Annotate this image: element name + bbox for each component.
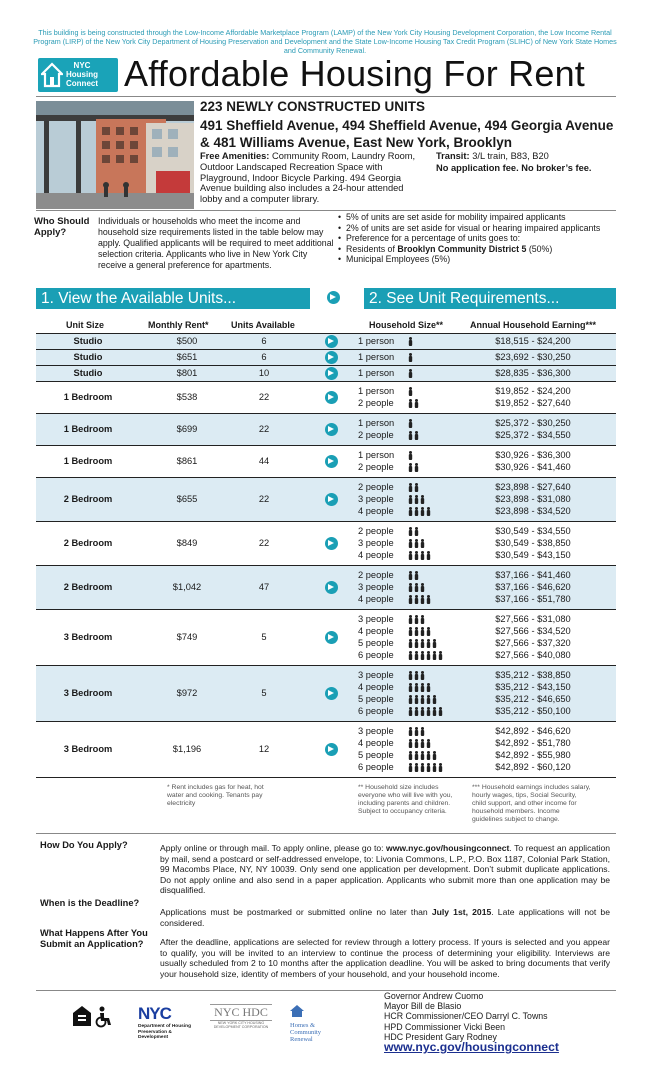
person-icon xyxy=(408,353,414,364)
household-size: 3 people xyxy=(358,614,394,624)
divider xyxy=(36,777,616,778)
income-range: $23,898 - $31,080 xyxy=(495,494,571,504)
after-submit-label: What Happens After You Submit an Application? xyxy=(40,928,148,949)
household-size: 6 people xyxy=(358,650,394,660)
monthly-rent: $1,196 xyxy=(172,744,202,754)
unit-size: Studio xyxy=(73,336,103,346)
apply-link[interactable]: www.nyc.gov/housingconnect xyxy=(386,843,510,853)
housing-connect-link[interactable]: www.nyc.gov/housingconnect xyxy=(384,1040,559,1054)
unit-size: 2 Bedroom xyxy=(63,494,113,504)
units-available: 47 xyxy=(258,582,270,592)
person-icon xyxy=(408,551,432,562)
person-icon xyxy=(408,595,432,606)
income-range: $35,212 - $38,850 xyxy=(495,670,571,680)
hcr-house-icon xyxy=(290,1005,304,1017)
list-item: • 5% of units are set aside for mobility impaired applicants xyxy=(338,212,618,223)
hcr-logo xyxy=(290,1004,336,1043)
how-pre: Apply online or through mail. To apply online, please go to: xyxy=(160,843,387,853)
household-size: 5 people xyxy=(358,750,394,760)
district-pre: Residents of xyxy=(346,243,398,254)
income-range: $19,852 - $24,200 xyxy=(495,386,571,396)
hdc-logo xyxy=(210,1004,272,1030)
col-header-income: Annual Household Earning*** xyxy=(470,320,597,330)
district-post: (50%) xyxy=(526,243,553,254)
col-header-rent: Monthly Rent* xyxy=(148,320,209,330)
household-size: 1 person xyxy=(358,336,395,346)
income-range: $19,852 - $27,640 xyxy=(495,398,571,408)
person-icon xyxy=(408,651,444,662)
col-header-available: Units Available xyxy=(231,320,295,330)
official-name: HCR Commissioner/CEO Darryl C. Towns xyxy=(384,1011,548,1022)
income-range: $35,212 - $50,100 xyxy=(495,706,571,716)
nyc-logo-text: NYC xyxy=(138,1004,171,1023)
section-2-header: 2. See Unit Requirements... xyxy=(364,288,616,309)
person-icon xyxy=(408,627,432,638)
household-size: 3 people xyxy=(358,726,394,736)
hcr-logo-text: Homes & Community Renewal xyxy=(290,1022,322,1043)
footnote-rent: * Rent includes gas for heat, hot water and cooking. Tenants pay electricity xyxy=(167,784,264,807)
arrow-right-icon xyxy=(325,537,338,550)
how-to-apply-text xyxy=(160,843,610,896)
income-range: $23,692 - $30,250 xyxy=(495,352,571,362)
address-line-1: 491 Sheffield Avenue, 494 Sheffield Avenue, 494 Georgia Avenue xyxy=(200,118,614,133)
income-range: $27,566 - $31,080 xyxy=(495,614,571,624)
table-row xyxy=(36,609,616,665)
income-range: $35,212 - $43,150 xyxy=(495,682,571,692)
person-icon xyxy=(408,583,426,594)
unit-size: Studio xyxy=(73,368,103,378)
person-icon xyxy=(408,615,426,626)
arrow-right-icon xyxy=(325,335,338,348)
deadline-text xyxy=(160,907,610,928)
col-header-household: Household Size** xyxy=(369,320,444,330)
list-item xyxy=(338,244,618,255)
page-title: Affordable Housing For Rent xyxy=(124,53,585,94)
official-name: HDC President Gary Rodney xyxy=(384,1031,497,1042)
hdc-logo-text: NYC HDC xyxy=(210,1004,272,1021)
monthly-rent: $651 xyxy=(176,352,198,362)
units-available: 6 xyxy=(261,336,267,346)
arrow-right-icon xyxy=(325,687,338,700)
arrow-right-icon xyxy=(327,291,340,304)
person-icon xyxy=(408,483,420,494)
household-size: 1 person xyxy=(358,352,395,362)
unit-size: 1 Bedroom xyxy=(63,424,113,434)
household-size: 5 people xyxy=(358,638,394,648)
household-size: 3 people xyxy=(358,582,394,592)
household-size: 4 people xyxy=(358,738,394,748)
income-range: $30,926 - $41,460 xyxy=(495,462,571,472)
person-icon xyxy=(408,727,426,738)
official-name: Mayor Bill de Blasio xyxy=(384,1001,462,1012)
monthly-rent: $655 xyxy=(176,494,198,504)
person-icon xyxy=(408,507,432,518)
person-icon xyxy=(408,369,414,380)
table-row xyxy=(36,721,616,777)
household-size: 2 people xyxy=(358,570,394,580)
logo-line-1: NYC xyxy=(73,61,91,70)
person-icon xyxy=(408,431,420,442)
person-icon xyxy=(408,683,432,694)
units-heading: 223 NEWLY CONSTRUCTED UNITS xyxy=(200,99,426,114)
household-size: 1 person xyxy=(358,386,395,396)
units-available: 6 xyxy=(261,352,267,362)
household-size: 2 people xyxy=(358,398,394,408)
arrow-right-icon xyxy=(325,351,338,364)
table-row xyxy=(36,565,616,609)
building-photo xyxy=(36,101,194,209)
income-range: $25,372 - $34,550 xyxy=(495,430,571,440)
household-size: 5 people xyxy=(358,694,394,704)
unit-size: 2 Bedroom xyxy=(63,582,113,592)
monthly-rent: $749 xyxy=(176,632,198,642)
deadline-date: July 1st, 2015 xyxy=(431,907,492,917)
income-range: $30,549 - $43,150 xyxy=(495,550,571,560)
unit-size: 3 Bedroom xyxy=(63,688,113,698)
footnote-household: ** Household size includes everyone who will live with you, including parents and children. Subject to occupancy criteria. xyxy=(358,784,453,815)
income-range: $30,549 - $34,550 xyxy=(495,526,571,536)
monthly-rent: $972 xyxy=(176,688,198,698)
household-size: 1 person xyxy=(358,418,395,428)
household-size: 6 people xyxy=(358,762,394,772)
amenities xyxy=(200,151,426,205)
officials-list xyxy=(384,991,548,1042)
person-icon xyxy=(408,387,414,398)
income-range: $30,549 - $38,850 xyxy=(495,538,571,548)
income-range: $27,566 - $40,080 xyxy=(495,650,571,660)
household-size: 2 people xyxy=(358,430,394,440)
monthly-rent: $1,042 xyxy=(172,582,202,592)
household-size: 6 people xyxy=(358,706,394,716)
section-1-header: 1. View the Available Units... xyxy=(36,288,310,309)
income-range: $37,166 - $46,620 xyxy=(495,582,571,592)
hpd-logo-text: Department of Housing Preservation & Development xyxy=(138,1024,192,1041)
table-row xyxy=(36,365,616,381)
units-available: 22 xyxy=(258,494,270,504)
transit-label: Transit: xyxy=(436,151,470,161)
divider xyxy=(36,210,616,211)
monthly-rent: $849 xyxy=(176,538,198,548)
arrow-right-icon xyxy=(325,581,338,594)
how-post: . To request an application by mail, send a postcard or self-addressed envelope, to: Livonia Commons, L.P., P.O. Box 1187, Colonial Park Station, 99 Macombs Place, NY, NY 10039. Only send one application per development. Don’t submit duplicate applications. Do not apply online and also send in a paper application. Applicants who submit more than one application may be disqualified. xyxy=(160,843,611,896)
divider xyxy=(36,833,616,834)
person-icon xyxy=(408,639,438,650)
monthly-rent: $500 xyxy=(176,336,198,346)
arrow-right-icon xyxy=(325,743,338,756)
units-available: 10 xyxy=(258,368,270,378)
amenities-text: Community Room, Laundry Room, Outdoor Landscaped Recreation Space with Playground, Indoor Bicycle Parking. 494 Georgia Avenue building also includes a 24-hour attended lobby and a computer library. xyxy=(200,151,416,205)
unit-size: Studio xyxy=(73,352,103,362)
income-range: $23,898 - $34,520 xyxy=(495,506,571,516)
income-range: $35,212 - $46,650 xyxy=(495,694,571,704)
arrow-right-icon xyxy=(325,493,338,506)
person-icon xyxy=(408,739,432,750)
table-row xyxy=(36,413,616,445)
person-icon xyxy=(408,495,426,506)
divider xyxy=(36,96,616,97)
person-icon xyxy=(408,671,426,682)
income-range: $30,926 - $36,300 xyxy=(495,450,571,460)
after-submit-text: After the deadline, applications are selected for review through a lottery process. If yours is selected and you appear to qualify, you will be invited to an interview to continue the process of determining your eligibility. Interviews are usually scheduled from 2 to 10 months after the application deadline. You will be asked to bring documents that verify your household size, identity of members of your household, and your household income. xyxy=(160,937,610,979)
person-icon xyxy=(408,527,420,538)
income-range: $42,892 - $55,980 xyxy=(495,750,571,760)
table-row xyxy=(36,665,616,721)
house-icon xyxy=(41,62,63,88)
deadline-pre: Applications must be postmarked or submitted online no later than xyxy=(160,907,432,917)
person-icon xyxy=(408,337,414,348)
person-icon xyxy=(408,763,444,774)
person-icon xyxy=(408,463,420,474)
col-header-unit-size: Unit Size xyxy=(66,320,105,330)
units-available: 12 xyxy=(258,744,270,754)
district-name: Brooklyn Community District 5 xyxy=(397,243,527,254)
unit-size: 1 Bedroom xyxy=(63,392,113,402)
income-range: $37,166 - $51,780 xyxy=(495,594,571,604)
deadline-post: . Late applications will not be considered. xyxy=(160,907,610,928)
household-size: 3 people xyxy=(358,670,394,680)
income-range: $42,892 - $51,780 xyxy=(495,738,571,748)
nyc-housing-connect-logo xyxy=(38,58,118,92)
hdc-logo-subtext: NEW YORK CITY HOUSING DEVELOPMENT CORPORATION xyxy=(213,1021,269,1030)
arrow-right-icon xyxy=(325,455,338,468)
income-range: $37,166 - $41,460 xyxy=(495,570,571,580)
household-size: 4 people xyxy=(358,550,394,560)
monthly-rent: $801 xyxy=(176,368,198,378)
arrow-right-icon xyxy=(325,391,338,404)
person-icon xyxy=(408,399,420,410)
income-range: $25,372 - $30,250 xyxy=(495,418,571,428)
units-available: 22 xyxy=(258,538,270,548)
preference-list xyxy=(338,212,618,265)
table-row xyxy=(36,521,616,565)
monthly-rent: $699 xyxy=(176,424,198,434)
income-range: $42,892 - $60,120 xyxy=(495,762,571,772)
person-icon xyxy=(408,695,438,706)
monthly-rent: $538 xyxy=(176,392,198,402)
household-size: 1 person xyxy=(358,368,395,378)
list-item: • Preference for a percentage of units goes to: xyxy=(338,233,618,244)
table-row xyxy=(36,381,616,413)
income-range: $28,835 - $36,300 xyxy=(495,368,571,378)
household-size: 1 person xyxy=(358,450,395,460)
no-fee-note: No application fee. No broker’s fee. xyxy=(436,163,592,173)
household-size: 3 people xyxy=(358,538,394,548)
official-name: HPD Commissioner Vicki Been xyxy=(384,1021,506,1032)
unit-size: 2 Bedroom xyxy=(63,538,113,548)
table-row xyxy=(36,445,616,477)
table-row xyxy=(36,477,616,521)
units-available: 22 xyxy=(258,424,270,434)
income-range: $27,566 - $34,520 xyxy=(495,626,571,636)
arrow-right-icon xyxy=(325,367,338,380)
person-icon xyxy=(408,419,414,430)
person-icon xyxy=(408,571,420,582)
person-icon xyxy=(408,451,414,462)
units-table xyxy=(36,333,616,778)
household-size: 3 people xyxy=(358,494,394,504)
arrow-right-icon xyxy=(325,631,338,644)
household-size: 4 people xyxy=(358,594,394,604)
household-size: 2 people xyxy=(358,482,394,492)
transit xyxy=(436,151,549,162)
amenities-label: Free Amenities: xyxy=(200,151,270,161)
units-available: 5 xyxy=(261,688,267,698)
transit-text: 3/L train, B83, B20 xyxy=(472,151,549,161)
deadline-label: When is the Deadline? xyxy=(40,898,140,908)
list-item: • Municipal Employees (5%) xyxy=(338,254,618,265)
unit-size: 1 Bedroom xyxy=(63,456,113,466)
arrow-right-icon xyxy=(325,423,338,436)
logo-line-3: Connect xyxy=(66,79,98,88)
person-icon xyxy=(408,539,426,550)
address-line-2: & 481 Williams Avenue, East New York, Brooklyn xyxy=(200,135,512,150)
household-size: 2 people xyxy=(358,462,394,472)
who-should-apply-text: Individuals or households who meet the income and household size requirements listed in the table below may apply. Qualified applicants will be required to meet additional selection criteria. Applicants who live in New York City receive a general preference for apartments. xyxy=(98,216,334,270)
monthly-rent: $861 xyxy=(176,456,198,466)
how-to-apply-label: How Do You Apply? xyxy=(40,840,128,850)
income-range: $27,566 - $37,320 xyxy=(495,638,571,648)
list-item: • 2% of units are set aside for visual or hearing impaired applicants xyxy=(338,223,618,234)
income-range: $23,898 - $27,640 xyxy=(495,482,571,492)
household-size: 4 people xyxy=(358,682,394,692)
who-should-apply-label: Who Should Apply? xyxy=(34,216,90,238)
household-size: 4 people xyxy=(358,506,394,516)
table-row xyxy=(36,333,616,349)
logo-line-2: Housing xyxy=(66,70,98,79)
table-row xyxy=(36,349,616,365)
income-range: $42,892 - $46,620 xyxy=(495,726,571,736)
hpd-logo xyxy=(138,1004,198,1041)
intro-text: This building is being constructed through the Low-Income Affordable Marketplace Program (LAMP) of the New York City Housing Development Corporation, the Low Income Rental Program (LIRP) of the New York City Department of Housing Preservation and Development and the State Low-Income Housing Tax Credit Program (SLIHC) of New York State Homes and Community Renewal. xyxy=(33,28,617,55)
units-available: 5 xyxy=(261,632,267,642)
units-available: 44 xyxy=(258,456,270,466)
person-icon xyxy=(408,751,438,762)
unit-size: 3 Bedroom xyxy=(63,632,113,642)
equal-housing-accessibility-icon xyxy=(72,1004,116,1028)
household-size: 2 people xyxy=(358,526,394,536)
official-name: Governor Andrew Cuomo xyxy=(384,991,484,1001)
income-range: $18,515 - $24,200 xyxy=(495,336,571,346)
person-icon xyxy=(408,707,444,718)
footnote-income: *** Household earnings includes salary, hourly wages, tips, Social Security, child support, and other income for household members. Income guidelines subject to change. xyxy=(472,784,591,823)
unit-size: 3 Bedroom xyxy=(63,744,113,754)
household-size: 4 people xyxy=(358,626,394,636)
units-available: 22 xyxy=(258,392,270,402)
